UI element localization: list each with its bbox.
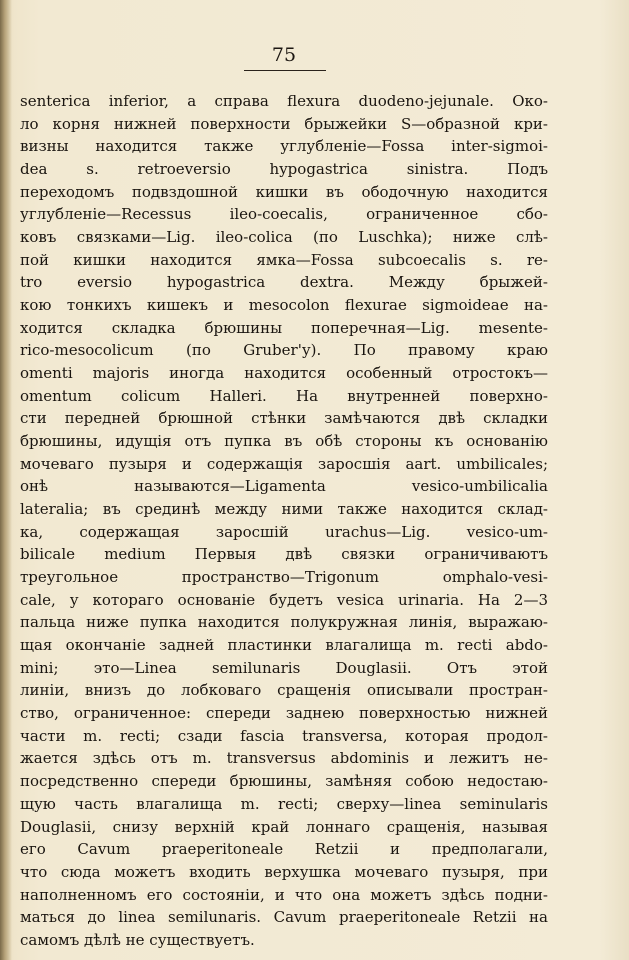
text-line: ковъ связками—Lig. ileo-colica (по Luschka); ниже слѣ- (20, 228, 548, 247)
text-line: bilicale medium Первыя двѣ связки ограничиваютъ (20, 545, 548, 564)
text-line: визны находится также углубленіе—Fossa inter-sigmoi- (20, 137, 548, 156)
page-number-rule (244, 70, 326, 71)
text-line: линіи, внизъ до лобковаго сращенія описывали простран- (20, 681, 548, 700)
text-line: его Cavum praeperitoneale Retzii и предполагали, (20, 840, 548, 859)
text-line: пой кишки находится ямка—Fossa subcoecalis s. re- (20, 250, 548, 269)
page-number: 75 (271, 44, 297, 66)
text-line: мочеваго пузыря и содержащія заросшія aart. umbilicales; (20, 454, 548, 473)
text-line: кою тонкихъ кишекъ и mesocolon flexurae sigmoideae на- (20, 296, 548, 315)
text-line: dea s. retroeversio hypogastrica sinistra. Подъ (20, 160, 548, 179)
text-line: omentum colicum Halleri. На внутренней поверхно- (20, 386, 548, 405)
text-line: щая окончаніе задней пластинки влагалища m. recti abdo- (20, 636, 548, 655)
text-line: что сюда можетъ входить верхушка мочеваго пузыря, при (20, 862, 548, 881)
text-line: углубленіе—Recessus ileo-coecalis, ограниченное сбо- (20, 205, 548, 224)
text-line: ка, содержащая заросшій urachus—Lig. vesico-um- (20, 522, 548, 541)
text-line: lateralia; въ срединѣ между ними также находится склад- (20, 500, 548, 519)
text-line: онѣ называются—Ligamenta vesico-umbilicalia (20, 477, 548, 496)
text-line: Douglasii, снизу верхній край лоннаго сращенія, называя (20, 817, 548, 836)
text-line: жается здѣсь отъ m. transversus abdominis и лежитъ не- (20, 749, 548, 768)
text-line: пальца ниже пупка находится полукружная линія, выражаю- (20, 613, 548, 632)
binding-shadow (0, 0, 12, 960)
text-line: сти передней брюшной стѣнки замѣчаются двѣ складки (20, 409, 548, 428)
text-line: cale, у котораго основаніе будетъ vesica urinaria. На 2—3 (20, 590, 548, 609)
text-line: посредственно спереди брюшины, замѣняя собою недостаю- (20, 772, 548, 791)
text-line: переходомъ подвздошной кишки въ ободочную находится (20, 182, 548, 201)
text-line: ство, ограниченное: спереди заднею поверхностью нижней (20, 704, 548, 723)
text-line: tro eversio hypogastrica dextra. Между брыжей- (20, 273, 548, 292)
text-line: маться до linea semilunaris. Cavum praeperitoneale Retzii на (20, 908, 548, 927)
text-line: ло корня нижней поверхности брыжейки S—образной кри- (20, 114, 548, 133)
text-line: omenti majoris иногда находится особенный отростокъ— (20, 364, 548, 383)
body-text (20, 90, 548, 952)
text-line: наполненномъ его состояніи, и что она можетъ здѣсь подни- (20, 885, 548, 904)
text-line: ходится складка брюшины поперечная—Lig. mesente- (20, 318, 548, 337)
text-line: rico-mesocolicum (по Gruber'у). По правому краю (20, 341, 548, 360)
text-line: брюшины, идущія отъ пупка въ обѣ стороны къ основанію (20, 432, 548, 451)
text-line: части m. recti; сзади fascia transversa, которая продол- (20, 726, 548, 745)
text-line: самомъ дѣлѣ не существуетъ. (20, 930, 255, 949)
text-line: mini; это—Linea semilunaris Douglasii. Отъ этой (20, 658, 548, 677)
text-line: senterica inferior, а справа flexura duodeno-jejunale. Око- (20, 92, 548, 110)
text-line: щую часть влагалища m. recti; сверху—linea seminularis (20, 794, 548, 813)
text-line: треугольное пространство—Trigonum omphalo-vesi- (20, 568, 548, 587)
